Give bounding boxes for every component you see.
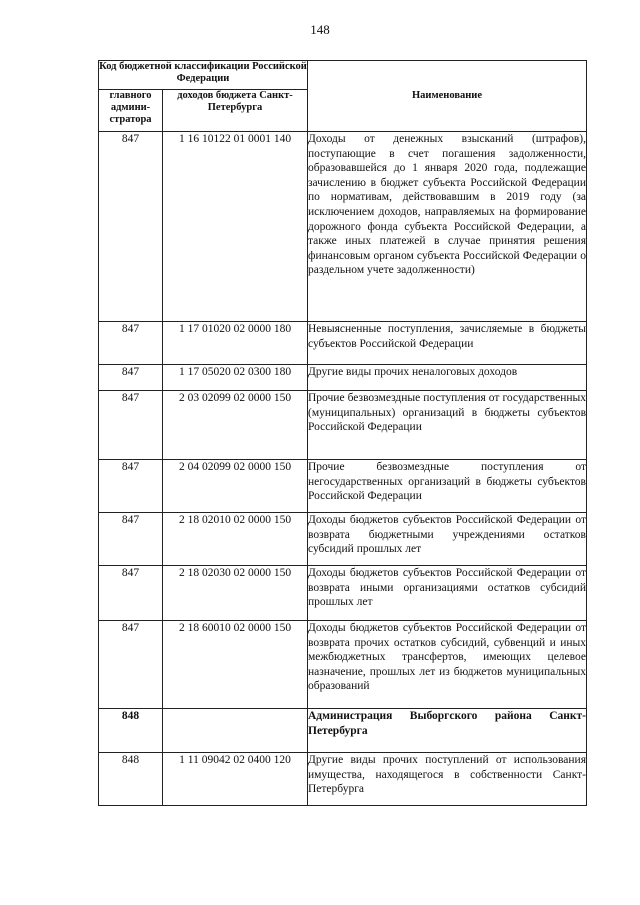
income-code-cell: 2 03 02099 02 0000 150 <box>163 391 308 460</box>
income-code-cell: 2 18 02010 02 0000 150 <box>163 513 308 566</box>
income-code-cell: 1 11 09042 02 0400 120 <box>163 753 308 806</box>
table-row <box>99 753 587 806</box>
header-main-administrator: главного админи-стратора <box>99 90 163 132</box>
admin-code-cell: 847 <box>99 460 163 513</box>
header-name: Наименование <box>308 61 587 132</box>
admin-code-cell: 848 <box>99 709 163 753</box>
budget-classification-table <box>98 60 587 806</box>
admin-code-cell: 847 <box>99 621 163 709</box>
income-code-cell: 1 17 05020 02 0300 180 <box>163 365 308 391</box>
income-code-cell: 1 16 10122 01 0001 140 <box>163 132 308 322</box>
income-code-cell: 1 17 01020 02 0000 180 <box>163 322 308 365</box>
admin-code-cell: 847 <box>99 132 163 322</box>
name-cell: Другие виды прочих поступлений от использования имущества, находящегося в собственности Санкт-Петербурга <box>308 753 587 806</box>
income-code-cell: 2 04 02099 02 0000 150 <box>163 460 308 513</box>
page-number: 148 <box>310 22 330 37</box>
income-code-cell: 2 18 60010 02 0000 150 <box>163 621 308 709</box>
name-cell: Администрация Выборгского района Санкт-Петербурга <box>308 709 587 753</box>
name-cell: Другие виды прочих неналоговых доходов <box>308 365 587 391</box>
admin-code-cell: 847 <box>99 391 163 460</box>
table-row <box>99 513 587 566</box>
table-row <box>99 709 587 753</box>
table-row <box>99 365 587 391</box>
admin-code-cell: 847 <box>99 513 163 566</box>
table-row <box>99 391 587 460</box>
admin-code-cell: 847 <box>99 322 163 365</box>
name-cell: Доходы бюджетов субъектов Российской Федерации от возврата прочих остатков субсидий, субвенций и иных межбюджетных трансфертов, имеющих целевое назначение, прошлых лет из бюджетов муниципальных образований <box>308 621 587 709</box>
name-cell: Прочие безвозмездные поступления от негосударственных организаций в бюджеты субъектов Российской Федерации <box>308 460 587 513</box>
name-cell: Доходы бюджетов субъектов Российской Федерации от возврата иными организациями остатков субсидий прошлых лет <box>308 566 587 621</box>
name-cell: Доходы от денежных взысканий (штрафов), поступающие в счет погашения задолженности, образовавшейся до 1 января 2020 года, подлежащие зачислению в бюджет субъекта Российской Федерации по нормативам, действовавшим в 2019 году (за исключением доходов, направляемых на формирование дорожного фонда субъекта Российской Федерации, а также иных платежей в случае принятия решения финансовым органом субъекта Российской Федерации о раздельном учете задолженности) <box>308 132 587 322</box>
name-cell: Доходы бюджетов субъектов Российской Федерации от возврата бюджетными учреждениями остатков субсидий прошлых лет <box>308 513 587 566</box>
name-cell: Невыясненные поступления, зачисляемые в бюджеты субъектов Российской Федерации <box>308 322 587 365</box>
table-row <box>99 322 587 365</box>
admin-code-cell: 848 <box>99 753 163 806</box>
header-classification-code: Код бюджетной классификации Российской Федерации <box>99 61 308 90</box>
admin-code-cell: 847 <box>99 365 163 391</box>
table-row <box>99 460 587 513</box>
table-row <box>99 566 587 621</box>
admin-code-cell: 847 <box>99 566 163 621</box>
table-row <box>99 132 587 322</box>
income-code-cell <box>163 709 308 753</box>
table-row <box>99 621 587 709</box>
header-budget-income: доходов бюджета Санкт-Петербурга <box>163 90 308 132</box>
income-code-cell: 2 18 02030 02 0000 150 <box>163 566 308 621</box>
name-cell: Прочие безвозмездные поступления от государственных (муниципальных) организаций в бюджеты субъектов Российской Федерации <box>308 391 587 460</box>
